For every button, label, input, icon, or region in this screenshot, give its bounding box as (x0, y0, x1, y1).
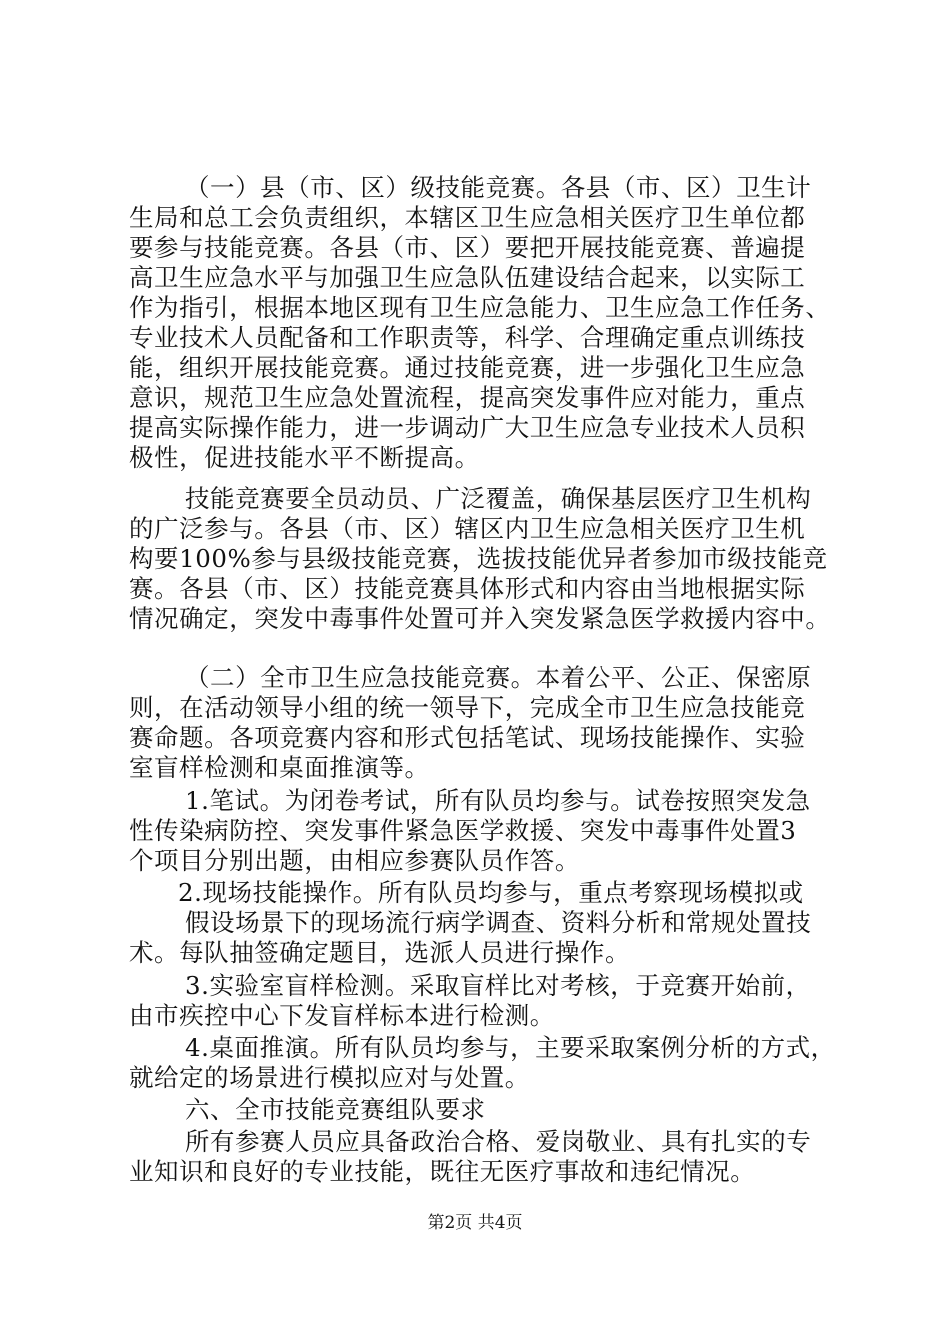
text-line: 个项目分别出题，由相应参赛队员作答。 (129, 846, 580, 875)
text-line: 由市疾控中心下发盲样标本进行检测。 (129, 1001, 555, 1030)
text-line: 性传染病防控、突发事件紧急医学救援、突发中毒事件处置3 (129, 816, 797, 845)
text-line: 则，在活动领导小组的统一领导下，完成全市卫生应急技能竞 (129, 693, 806, 722)
page-number-footer: 第2页 共4页 (427, 1213, 523, 1233)
text-line: （一）县（市、区）级技能竞赛。各县（市、区）卫生计 (185, 173, 812, 202)
text-line: 4.桌面推演。所有队员均参与，主要采取案例分析的方式， (185, 1033, 836, 1062)
text-line: 生局和总工会负责组织，本辖区卫生应急相关医疗卫生单位都 (129, 203, 806, 232)
text-line: 就给定的场景进行模拟应对与处置。 (129, 1063, 530, 1092)
text-line: 业知识和良好的专业技能，既往无医疗事故和违纪情况。 (129, 1157, 756, 1186)
text-line: 赛。各县（市、区）技能竞赛具体形式和内容由当地根据实际 (129, 574, 806, 603)
section-heading: 六、全市技能竞赛组队要求 (185, 1095, 486, 1124)
text-line: 要参与技能竞赛。各县（市、区）要把开展技能竞赛、普遍提 (129, 233, 806, 262)
text-line: 构要100%参与县级技能竞赛，选拔技能优异者参加市级技能竞 (129, 544, 828, 573)
text-line: 极性，促进技能水平不断提高。 (129, 443, 480, 472)
text-line: 高卫生应急水平与加强卫生应急队伍建设结合起来，以实际工 (129, 263, 806, 292)
text-line: 的广泛参与。各县（市、区）辖区内卫生应急相关医疗卫生机 (129, 514, 806, 543)
text-line: 作为指引，根据本地区现有卫生应急能力、卫生应急工作任务、 (129, 293, 831, 322)
text-line: 术。每队抽签确定题目，选派人员进行操作。 (129, 938, 630, 967)
text-line: 3.实验室盲样检测。采取盲样比对考核，于竞赛开始前， (185, 971, 811, 1000)
text-line: 技能竞赛要全员动员、广泛覆盖，确保基层医疗卫生机构 (185, 484, 812, 513)
text-line: （二）全市卫生应急技能竞赛。本着公平、公正、保密原 (185, 663, 812, 692)
text-line: 赛命题。各项竞赛内容和形式包括笔试、现场技能操作、实验 (129, 723, 806, 752)
text-line: 提高实际操作能力，进一步调动广大卫生应急专业技术人员积 (129, 413, 806, 442)
text-line: 能，组织开展技能竞赛。通过技能竞赛，进一步强化卫生应急 (129, 353, 806, 382)
text-line: 情况确定，突发中毒事件处置可并入突发紧急医学救援内容中。 (129, 604, 831, 633)
text-line: 2.现场技能操作。所有队员均参与，重点考察现场模拟或 (178, 878, 804, 907)
text-line: 专业技术人员配备和工作职责等，科学、合理确定重点训练技 (129, 323, 806, 352)
text-line: 意识，规范卫生应急处置流程，提高突发事件应对能力，重点 (129, 383, 806, 412)
text-line: 假设场景下的现场流行病学调查、资料分析和常规处置技 (185, 908, 812, 937)
text-line: 室盲样检测和桌面推演等。 (129, 753, 430, 782)
text-line: 1.笔试。为闭卷考试，所有队员均参与。试卷按照突发急 (185, 786, 811, 815)
text-line: 所有参赛人员应具备政治合格、爱岗敬业、具有扎实的专 (185, 1127, 812, 1156)
